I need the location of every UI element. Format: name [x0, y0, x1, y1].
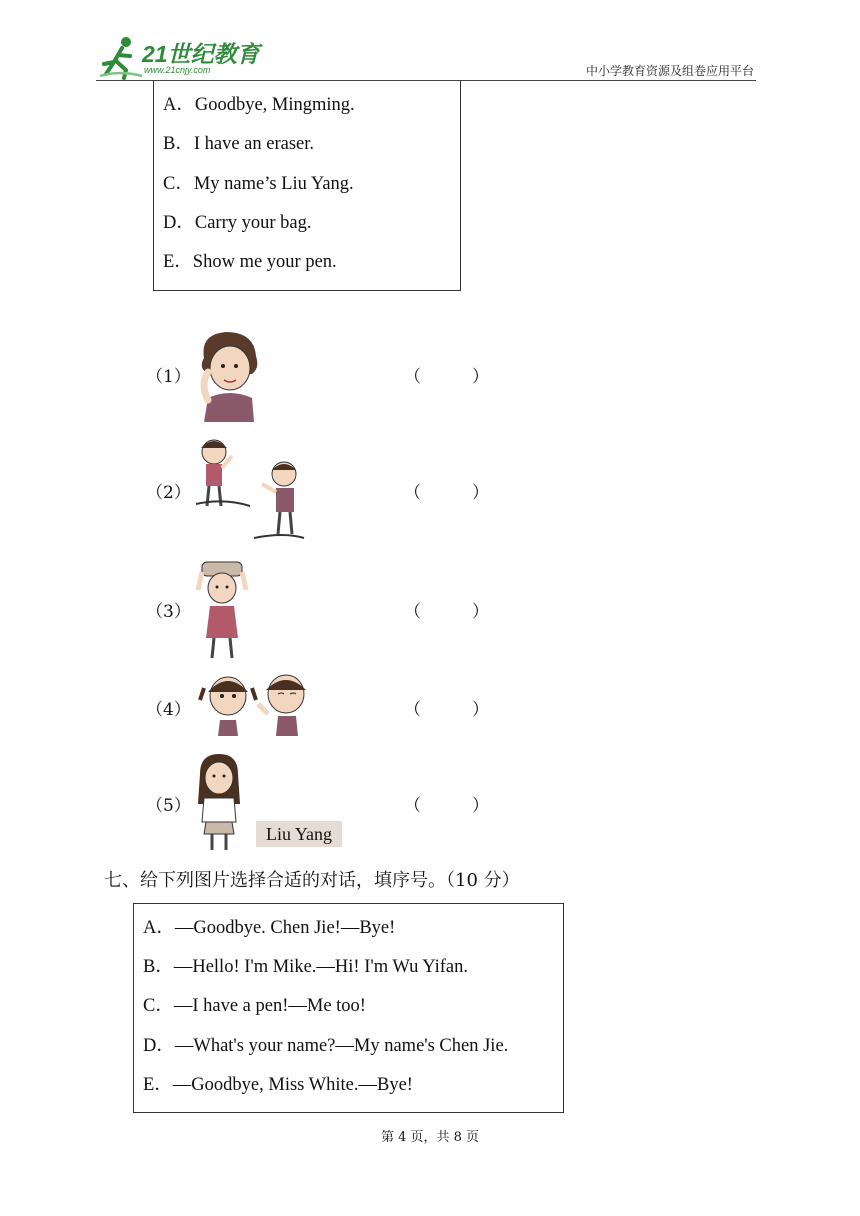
part6-option-d: D．Carry your bag. — [163, 213, 312, 233]
part6-option-e: E．Show me your pen. — [163, 252, 337, 272]
logo-url: www.21cnjy.com — [144, 65, 211, 75]
name-card-label: Liu Yang — [256, 821, 342, 847]
part7-option-e: E．—Goodbye, Miss White.—Bye! — [143, 1075, 413, 1095]
part7-option-c: C．—I have a pen!—Me too! — [143, 996, 366, 1016]
part7-option-a: A．—Goodbye. Chen Jie!—Bye! — [143, 918, 396, 938]
question-3-number: （3） — [146, 602, 191, 622]
boy-waving-illustration — [194, 328, 264, 422]
girl-and-boy-with-pen-illustration — [194, 670, 314, 736]
part7-options-box — [133, 903, 564, 1113]
part6-options-box — [153, 80, 461, 291]
question-2-answer-blank[interactable]: （ ） — [404, 483, 489, 503]
two-kids-waving-illustration — [194, 434, 306, 542]
part6-option-c: C．My name’s Liu Yang. — [163, 174, 354, 194]
site-logo — [96, 34, 266, 80]
part7-option-b: B．—Hello! I'm Mike.—Hi! I'm Wu Yifan. — [143, 957, 469, 977]
question-5-answer-blank[interactable]: （ ） — [404, 796, 489, 816]
question-1-number: （1） — [146, 367, 191, 387]
header-tagline: 中小学教育资源及组卷应用平台 — [585, 64, 754, 78]
question-4-number: （4） — [146, 700, 191, 720]
girl-with-bag-on-head-illustration — [194, 560, 250, 660]
question-4-answer-blank[interactable]: （ ） — [404, 700, 489, 720]
part6-option-b: B．I have an eraser. — [163, 134, 315, 154]
question-2-number: （2） — [146, 483, 191, 503]
logo-wordmark: 21世纪教育 — [142, 41, 260, 67]
runner-logo-icon — [96, 34, 144, 80]
question-5-number: （5） — [146, 796, 191, 816]
girl-standing-illustration — [194, 754, 244, 850]
part7-option-d: D．—What's your name?—My name's Chen Jie. — [143, 1036, 509, 1056]
question-1-answer-blank[interactable]: （ ） — [404, 367, 489, 387]
part6-option-a: A．Goodbye, Mingming. — [163, 95, 355, 115]
section-7-instruction: 七、给下列图片选择合适的对话，填序号。（10 分） — [104, 870, 520, 891]
page-number: 第 4 页，共 8 页 — [380, 1130, 480, 1145]
question-3-answer-blank[interactable]: （ ） — [404, 602, 489, 622]
